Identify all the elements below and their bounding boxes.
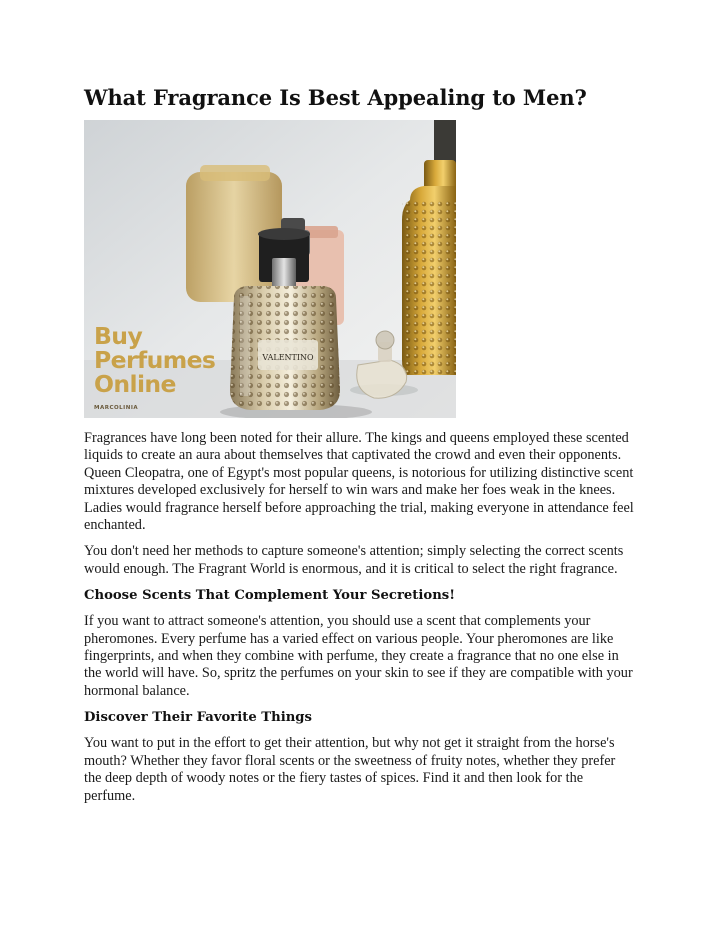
paragraph-preferences: You want to put in the effort to get their attention, but why not get it straight from the horse's mouth? Whether they favor floral scents or the sweetness of fruity notes, whether they prefer the deep depth of woody notes or the fiery tastes of spices. Find it and then look for the perfume.	[84, 735, 616, 804]
overlay-line-perfumes: Perfumes	[94, 346, 216, 374]
article-body	[84, 430, 636, 814]
overlay-line-buy: Buy	[94, 322, 143, 350]
image-brand-logo: MARCOLINIA	[94, 405, 139, 411]
article-title: What Fragrance Is Best Appealing to Men?	[84, 85, 587, 110]
perfume-image	[84, 120, 456, 418]
paragraph-pheromones: If you want to attract someone's attention, you should use a scent that complements your pheromones. Every perfume has a varied effect on various people. Your pheromones are like fingerprints, and when they combine with perfume, they create a fragrance that no one else in the world will have. So, spritz the perfumes on your skin to see if they are compatible with your hormonal balance.	[84, 613, 633, 699]
bottle-label: VALENTINO	[262, 353, 314, 362]
image-overlay-text	[94, 324, 215, 396]
paragraph-intro: Fragrances have long been noted for their allure. The kings and queens employed these scented liquids to create an aura about themselves that captivated the crowd and even their opponents. Queen Cleopatra, one of Egypt's most popular queens, is notorious for utilizing distinctive scent mixtures developed exclusively for herself to win wars and make her foes weak in the knees. Ladies would fragrance herself before approaching the trial, making everyone in attendance feel enchanted.	[84, 430, 634, 534]
heading-favorite-things: Discover Their Favorite Things	[84, 710, 312, 726]
overlay-line-online: Online	[94, 370, 176, 398]
heading-choose-scents: Choose Scents That Complement Your Secretions!	[84, 588, 456, 604]
paragraph-methods: You don't need her methods to capture someone's attention; simply selecting the correct scents would enough. The Fragrant World is enormous, and it is critical to select the right fragrance.	[84, 543, 624, 577]
